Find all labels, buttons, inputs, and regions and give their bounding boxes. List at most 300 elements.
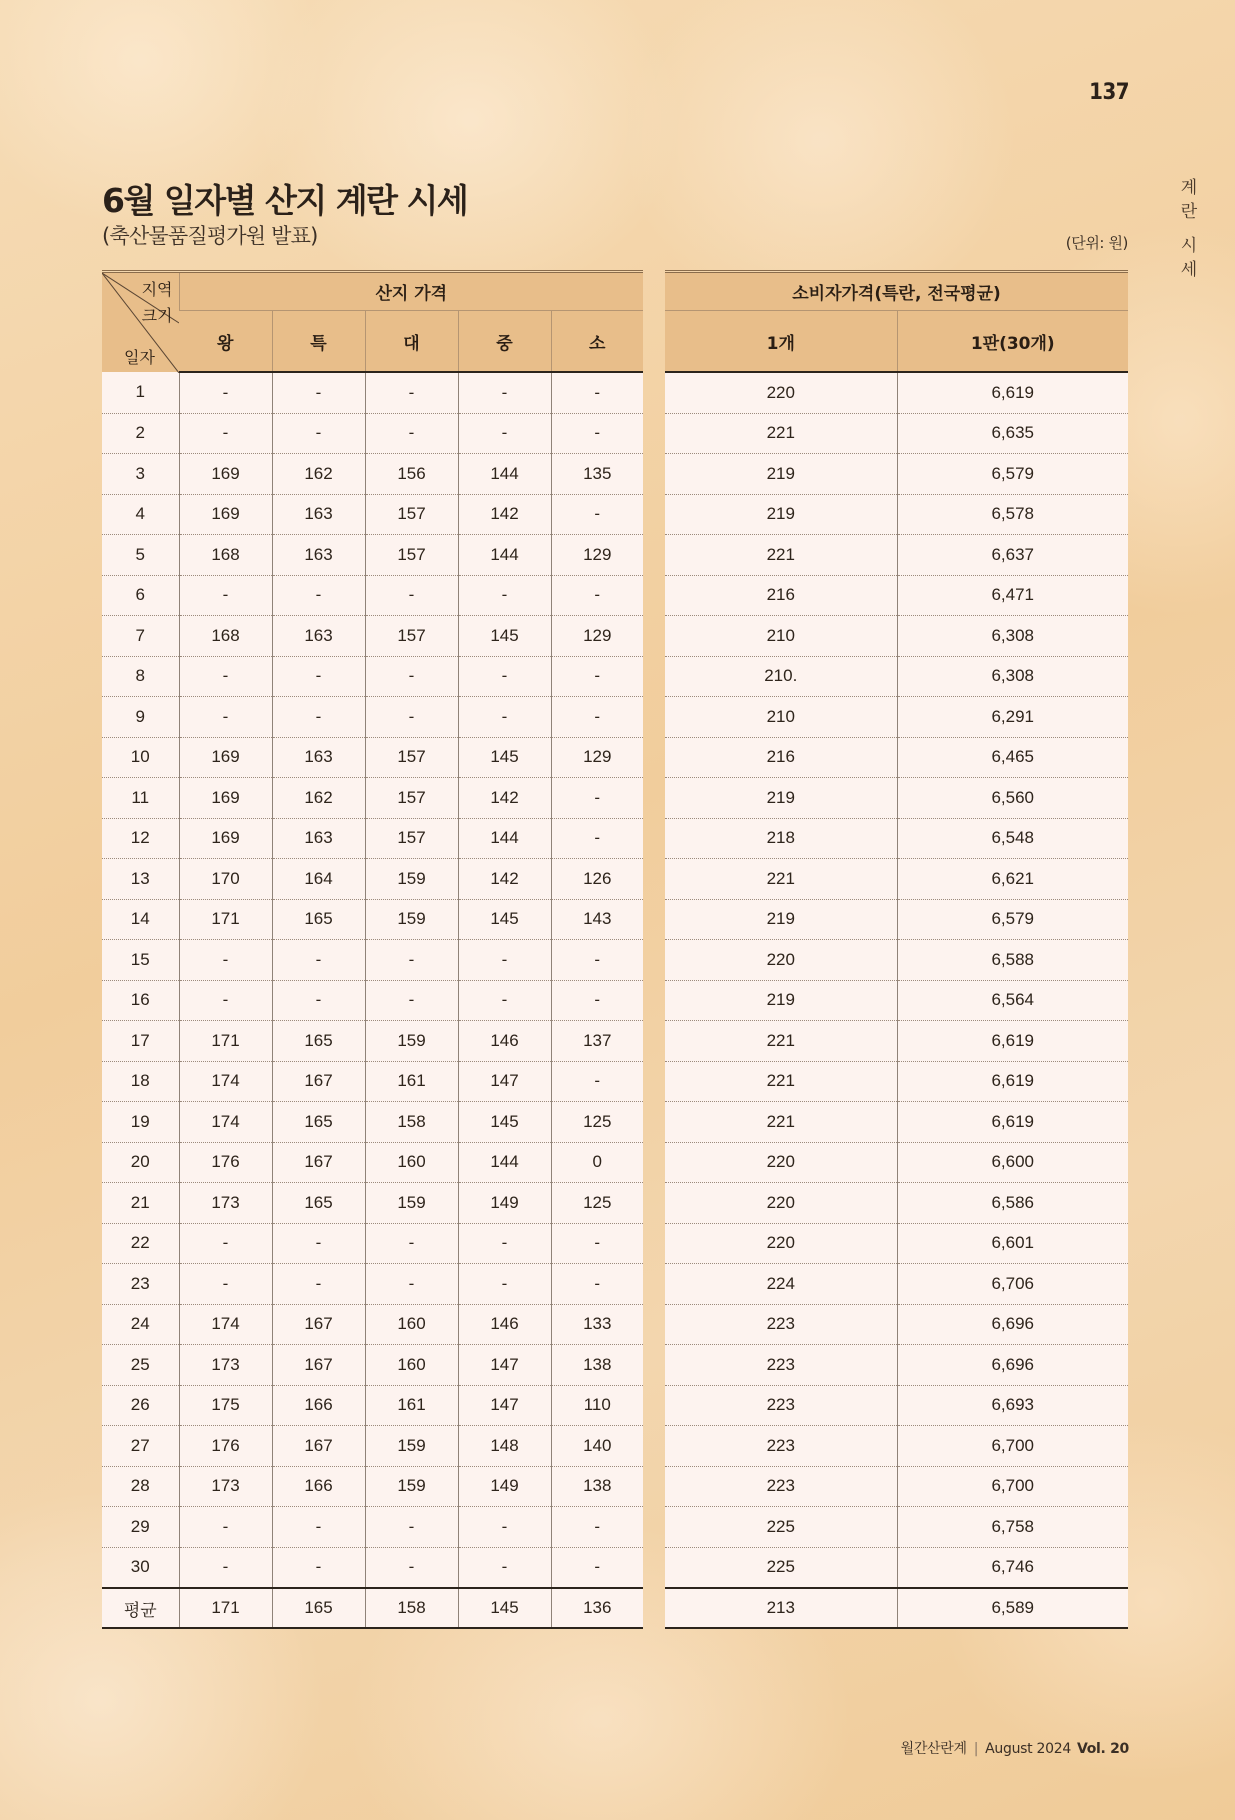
consumer-price-cell: 225 — [665, 1507, 897, 1548]
table-row — [102, 454, 643, 495]
origin-price-cell: 144 — [458, 1142, 551, 1183]
consumer-price-cell: 216 — [665, 737, 897, 778]
consumer-price-cell: 6,465 — [897, 737, 1128, 778]
day-cell: 27 — [102, 1426, 179, 1467]
consumer-price-cell: 6,700 — [897, 1466, 1128, 1507]
consumer-price-cell: 6,696 — [897, 1345, 1128, 1386]
consumer-price-cell: 6,700 — [897, 1426, 1128, 1467]
table-row — [665, 454, 1128, 495]
average-cell: 213 — [665, 1588, 897, 1628]
average-row — [665, 1588, 1128, 1628]
origin-price-cell: 171 — [179, 899, 272, 940]
origin-price-cell: 169 — [179, 494, 272, 535]
origin-price-cell: - — [365, 656, 458, 697]
table-row — [665, 818, 1128, 859]
table-row — [665, 656, 1128, 697]
origin-price-cell: 167 — [272, 1142, 365, 1183]
origin-price-cell: 140 — [551, 1426, 643, 1467]
day-cell: 18 — [102, 1061, 179, 1102]
origin-price-cell: 163 — [272, 616, 365, 657]
origin-price-cell: 142 — [458, 778, 551, 819]
issue-date: August 2024 — [985, 1741, 1071, 1757]
consumer-price-cell: 210. — [665, 656, 897, 697]
consumer-price-cell: 6,600 — [897, 1142, 1128, 1183]
consumer-price-cell: 6,637 — [897, 535, 1128, 576]
table-row — [665, 413, 1128, 454]
table-row — [665, 778, 1128, 819]
origin-price-cell: 169 — [179, 454, 272, 495]
consumer-price-cell: 6,706 — [897, 1264, 1128, 1305]
day-cell: 5 — [102, 535, 179, 576]
origin-price-cell: - — [551, 1507, 643, 1548]
table-row — [665, 1183, 1128, 1224]
unit-note: (단위: 원) — [1065, 234, 1128, 252]
col-header-dae: 대 — [365, 311, 458, 373]
origin-price-cell: - — [179, 656, 272, 697]
table-row — [665, 859, 1128, 900]
average-cell: 158 — [365, 1588, 458, 1628]
origin-price-cell: 146 — [458, 1021, 551, 1062]
col-header-jung: 중 — [458, 311, 551, 373]
origin-price-cell: 170 — [179, 859, 272, 900]
table-row — [102, 899, 643, 940]
origin-price-cell: 157 — [365, 818, 458, 859]
origin-price-cell: - — [365, 575, 458, 616]
table-row — [102, 778, 643, 819]
col-header-so: 소 — [551, 311, 643, 373]
col-header-wang: 왕 — [179, 311, 272, 373]
origin-price-cell: 174 — [179, 1304, 272, 1345]
origin-price-cell: 110 — [551, 1385, 643, 1426]
consumer-price-cell: 6,588 — [897, 940, 1128, 981]
origin-price-cell: - — [458, 372, 551, 413]
table-row — [665, 737, 1128, 778]
origin-price-cell: - — [365, 372, 458, 413]
day-cell: 25 — [102, 1345, 179, 1386]
origin-price-cell: - — [179, 372, 272, 413]
origin-price-cell: - — [458, 413, 551, 454]
origin-price-cell: - — [272, 656, 365, 697]
day-cell: 10 — [102, 737, 179, 778]
origin-price-cell: - — [551, 413, 643, 454]
origin-price-cell: 147 — [458, 1061, 551, 1102]
side-label-char: 시 — [1180, 236, 1198, 256]
consumer-price-cell: 219 — [665, 454, 897, 495]
page-subtitle: (축산물품질평가원 발표) — [102, 224, 318, 248]
magazine-name: 월간산란계 — [900, 1741, 967, 1757]
origin-price-cell: 159 — [365, 899, 458, 940]
origin-price-cell: - — [365, 980, 458, 1021]
day-cell: 16 — [102, 980, 179, 1021]
origin-price-cell: 138 — [551, 1466, 643, 1507]
table-row — [665, 1304, 1128, 1345]
consumer-price-cell: 223 — [665, 1426, 897, 1467]
origin-price-cell: - — [179, 1507, 272, 1548]
origin-price-cell: 166 — [272, 1385, 365, 1426]
day-cell: 30 — [102, 1547, 179, 1588]
origin-price-cell: 173 — [179, 1345, 272, 1386]
origin-price-cell: - — [272, 697, 365, 738]
origin-price-cell: 0 — [551, 1142, 643, 1183]
day-cell: 20 — [102, 1142, 179, 1183]
origin-price-cell: 159 — [365, 1183, 458, 1224]
day-cell: 17 — [102, 1021, 179, 1062]
day-cell: 28 — [102, 1466, 179, 1507]
consumer-price-cell: 6,564 — [897, 980, 1128, 1021]
consumer-price-cell: 6,619 — [897, 1102, 1128, 1143]
table-row — [102, 1304, 643, 1345]
consumer-price-cell: 223 — [665, 1345, 897, 1386]
origin-price-cell: - — [365, 413, 458, 454]
table-row — [665, 494, 1128, 535]
origin-price-cell: - — [365, 940, 458, 981]
origin-price-cell: 144 — [458, 818, 551, 859]
average-row — [102, 1588, 643, 1628]
origin-price-cell: 165 — [272, 1021, 365, 1062]
day-cell: 15 — [102, 940, 179, 981]
consumer-price-cell: 221 — [665, 413, 897, 454]
origin-price-cell: - — [551, 372, 643, 413]
consumer-price-cell: 210 — [665, 616, 897, 657]
origin-price-cell: 169 — [179, 778, 272, 819]
origin-price-cell: - — [272, 980, 365, 1021]
side-section-label — [1179, 176, 1199, 282]
diag-size-label: 크기 — [141, 306, 173, 325]
origin-price-cell: - — [458, 697, 551, 738]
day-cell: 4 — [102, 494, 179, 535]
table-row — [665, 372, 1128, 413]
average-cell: 6,589 — [897, 1588, 1128, 1628]
table-row — [665, 575, 1128, 616]
origin-price-cell: - — [551, 1061, 643, 1102]
table-row — [102, 940, 643, 981]
origin-price-cell: 157 — [365, 737, 458, 778]
origin-price-cell: 145 — [458, 899, 551, 940]
average-cell: 136 — [551, 1588, 643, 1628]
table-row — [102, 818, 643, 859]
consumer-price-cell: 6,635 — [897, 413, 1128, 454]
table-row — [102, 494, 643, 535]
origin-price-cell: 169 — [179, 737, 272, 778]
day-cell: 26 — [102, 1385, 179, 1426]
origin-price-cell: - — [365, 1507, 458, 1548]
origin-price-table — [102, 270, 643, 1629]
origin-price-cell: 148 — [458, 1426, 551, 1467]
consumer-price-cell: 6,308 — [897, 616, 1128, 657]
origin-price-cell: 164 — [272, 859, 365, 900]
origin-price-cell: 135 — [551, 454, 643, 495]
origin-price-cell: 171 — [179, 1021, 272, 1062]
origin-price-cell: 163 — [272, 494, 365, 535]
day-cell: 22 — [102, 1223, 179, 1264]
table-row — [665, 1547, 1128, 1588]
consumer-price-cell: 6,548 — [897, 818, 1128, 859]
table-row — [102, 575, 643, 616]
consumer-price-cell: 216 — [665, 575, 897, 616]
origin-price-cell: - — [458, 1547, 551, 1588]
origin-price-cell: - — [272, 575, 365, 616]
consumer-price-cell: 6,758 — [897, 1507, 1128, 1548]
origin-price-cell: 167 — [272, 1426, 365, 1467]
origin-price-cell: - — [551, 1547, 643, 1588]
origin-price-cell: - — [551, 656, 643, 697]
origin-price-cell: 147 — [458, 1345, 551, 1386]
consumer-price-cell: 224 — [665, 1264, 897, 1305]
consumer-price-cell: 6,560 — [897, 778, 1128, 819]
consumer-price-cell: 220 — [665, 1183, 897, 1224]
origin-price-cell: 174 — [179, 1102, 272, 1143]
origin-price-cell: - — [179, 413, 272, 454]
consumer-price-cell: 6,693 — [897, 1385, 1128, 1426]
origin-price-cell: - — [551, 494, 643, 535]
table-row — [665, 1264, 1128, 1305]
origin-price-cell: 129 — [551, 616, 643, 657]
table-row — [102, 1183, 643, 1224]
origin-price-cell: 147 — [458, 1385, 551, 1426]
consumer-price-cell: 218 — [665, 818, 897, 859]
origin-price-cell: 138 — [551, 1345, 643, 1386]
origin-price-cell: 157 — [365, 616, 458, 657]
day-cell: 12 — [102, 818, 179, 859]
consumer-price-cell: 221 — [665, 535, 897, 576]
day-cell: 24 — [102, 1304, 179, 1345]
footer: 월간산란계 | August 2024 Vol. 20 — [900, 1741, 1129, 1757]
average-cell: 145 — [458, 1588, 551, 1628]
origin-price-cell: 160 — [365, 1142, 458, 1183]
col-header-tray: 1판(30개) — [897, 311, 1128, 373]
day-cell: 13 — [102, 859, 179, 900]
consumer-price-cell: 6,291 — [897, 697, 1128, 738]
origin-price-cell: 173 — [179, 1183, 272, 1224]
table-row — [665, 1345, 1128, 1386]
origin-price-cell: 145 — [458, 1102, 551, 1143]
table-row — [102, 1223, 643, 1264]
consumer-price-cell: 6,578 — [897, 494, 1128, 535]
origin-price-cell: 162 — [272, 454, 365, 495]
table-row — [102, 616, 643, 657]
side-label-char: 세 — [1180, 260, 1198, 280]
table-row — [665, 899, 1128, 940]
table-row — [665, 1426, 1128, 1467]
origin-price-cell: 173 — [179, 1466, 272, 1507]
table-row — [102, 1345, 643, 1386]
origin-price-cell: 126 — [551, 859, 643, 900]
origin-price-cell: - — [551, 980, 643, 1021]
day-cell: 3 — [102, 454, 179, 495]
average-label: 평균 — [102, 1588, 179, 1628]
consumer-price-cell: 6,619 — [897, 372, 1128, 413]
side-label-char: 란 — [1180, 202, 1198, 222]
table-row — [102, 1547, 643, 1588]
consumer-price-cell: 6,696 — [897, 1304, 1128, 1345]
origin-price-cell: - — [458, 1264, 551, 1305]
table-row — [102, 697, 643, 738]
table-row — [102, 413, 643, 454]
col-header-one-egg: 1개 — [665, 311, 897, 373]
table-row — [102, 1021, 643, 1062]
table-row — [665, 940, 1128, 981]
origin-price-cell: - — [365, 697, 458, 738]
origin-price-cell: - — [551, 818, 643, 859]
table-row — [665, 535, 1128, 576]
day-cell: 11 — [102, 778, 179, 819]
origin-price-cell: 156 — [365, 454, 458, 495]
table-row — [665, 1061, 1128, 1102]
col-header-teuk: 특 — [272, 311, 365, 373]
table-row — [665, 1142, 1128, 1183]
origin-price-cell: 167 — [272, 1304, 365, 1345]
table-row — [102, 980, 643, 1021]
origin-price-cell: 149 — [458, 1466, 551, 1507]
day-cell: 21 — [102, 1183, 179, 1224]
consumer-price-cell: 223 — [665, 1385, 897, 1426]
consumer-price-cell: 210 — [665, 697, 897, 738]
origin-price-cell: 145 — [458, 616, 551, 657]
table-row — [665, 1021, 1128, 1062]
origin-price-cell: - — [551, 940, 643, 981]
origin-price-cell: 157 — [365, 778, 458, 819]
origin-price-cell: - — [272, 413, 365, 454]
origin-price-cell: 174 — [179, 1061, 272, 1102]
consumer-price-cell: 219 — [665, 778, 897, 819]
side-label-char: 계 — [1180, 178, 1198, 198]
day-cell: 6 — [102, 575, 179, 616]
diag-region-label: 지역 — [141, 280, 173, 299]
origin-price-cell: 168 — [179, 616, 272, 657]
origin-price-cell: - — [551, 1264, 643, 1305]
consumer-price-cell: 225 — [665, 1547, 897, 1588]
origin-price-cell: 159 — [365, 1021, 458, 1062]
consumer-price-cell: 220 — [665, 372, 897, 413]
day-cell: 9 — [102, 697, 179, 738]
origin-price-cell: - — [179, 940, 272, 981]
table-row — [102, 1466, 643, 1507]
day-cell: 1 — [102, 372, 179, 413]
consumer-price-cell: 6,619 — [897, 1021, 1128, 1062]
consumer-price-cell: 219 — [665, 980, 897, 1021]
origin-price-cell: 175 — [179, 1385, 272, 1426]
origin-price-cell: 133 — [551, 1304, 643, 1345]
origin-price-cell: 160 — [365, 1304, 458, 1345]
table-row — [665, 1223, 1128, 1264]
origin-price-cell: 159 — [365, 1466, 458, 1507]
origin-price-cell: 163 — [272, 818, 365, 859]
table-row — [102, 737, 643, 778]
consumer-price-cell: 220 — [665, 940, 897, 981]
consumer-price-cell: 221 — [665, 1061, 897, 1102]
table-row — [102, 1061, 643, 1102]
origin-price-cell: - — [179, 697, 272, 738]
table-row — [102, 859, 643, 900]
day-cell: 14 — [102, 899, 179, 940]
day-cell: 7 — [102, 616, 179, 657]
origin-price-cell: 167 — [272, 1061, 365, 1102]
origin-price-cell: - — [551, 778, 643, 819]
consumer-price-cell: 223 — [665, 1304, 897, 1345]
consumer-price-cell: 6,586 — [897, 1183, 1128, 1224]
origin-price-cell: 157 — [365, 535, 458, 576]
origin-price-cell: - — [458, 1507, 551, 1548]
origin-price-cell: 165 — [272, 1183, 365, 1224]
origin-price-cell: 162 — [272, 778, 365, 819]
origin-price-cell: 168 — [179, 535, 272, 576]
table-row — [102, 1507, 643, 1548]
consumer-price-cell: 6,621 — [897, 859, 1128, 900]
day-cell: 8 — [102, 656, 179, 697]
table-row — [665, 980, 1128, 1021]
origin-price-cell: - — [551, 1223, 643, 1264]
origin-price-cell: 159 — [365, 1426, 458, 1467]
origin-price-cell: - — [272, 1264, 365, 1305]
table-row — [665, 1507, 1128, 1548]
diag-date-label: 일자 — [124, 348, 155, 367]
origin-price-cell: - — [272, 372, 365, 413]
origin-price-cell: - — [458, 940, 551, 981]
table-row — [665, 1466, 1128, 1507]
origin-price-cell: 125 — [551, 1102, 643, 1143]
origin-price-cell: 176 — [179, 1426, 272, 1467]
table-row — [665, 616, 1128, 657]
table-row — [665, 697, 1128, 738]
page-title: 6월 일자별 산지 계란 시세 — [102, 181, 468, 220]
origin-price-cell: - — [179, 1223, 272, 1264]
origin-price-cell: 160 — [365, 1345, 458, 1386]
origin-price-cell: 125 — [551, 1183, 643, 1224]
consumer-price-table — [665, 270, 1128, 1629]
origin-price-cell: - — [458, 980, 551, 1021]
origin-price-cell: 142 — [458, 494, 551, 535]
origin-price-cell: 163 — [272, 535, 365, 576]
origin-price-cell: - — [272, 940, 365, 981]
table-row — [102, 372, 643, 413]
consumer-price-cell: 6,579 — [897, 899, 1128, 940]
consumer-price-cell: 223 — [665, 1466, 897, 1507]
table-row — [102, 535, 643, 576]
origin-price-cell: 161 — [365, 1385, 458, 1426]
origin-price-cell: - — [272, 1223, 365, 1264]
origin-price-cell: 157 — [365, 494, 458, 535]
origin-price-cell: - — [179, 1547, 272, 1588]
consumer-price-cell: 6,579 — [897, 454, 1128, 495]
origin-price-cell: - — [458, 1223, 551, 1264]
origin-price-cell: 159 — [365, 859, 458, 900]
origin-price-cell: - — [179, 575, 272, 616]
origin-price-cell: - — [551, 575, 643, 616]
origin-price-cell: 129 — [551, 535, 643, 576]
consumer-price-cell: 6,619 — [897, 1061, 1128, 1102]
origin-price-cell: - — [272, 1507, 365, 1548]
origin-price-cell: 137 — [551, 1021, 643, 1062]
volume-number: Vol. 20 — [1076, 1741, 1129, 1757]
diagonal-header — [102, 272, 179, 373]
day-cell: 19 — [102, 1102, 179, 1143]
origin-price-cell: 144 — [458, 535, 551, 576]
average-cell: 165 — [272, 1588, 365, 1628]
consumer-price-header: 소비자가격(특란, 전국평균) — [665, 272, 1128, 311]
origin-price-cell: 165 — [272, 899, 365, 940]
consumer-price-cell: 219 — [665, 899, 897, 940]
consumer-price-cell: 6,746 — [897, 1547, 1128, 1588]
average-cell: 171 — [179, 1588, 272, 1628]
origin-price-cell: 145 — [458, 737, 551, 778]
consumer-price-cell: 221 — [665, 1102, 897, 1143]
origin-price-cell: 165 — [272, 1102, 365, 1143]
origin-price-cell: - — [365, 1264, 458, 1305]
origin-price-cell: 143 — [551, 899, 643, 940]
day-cell: 2 — [102, 413, 179, 454]
origin-price-cell: 149 — [458, 1183, 551, 1224]
consumer-price-cell: 6,308 — [897, 656, 1128, 697]
